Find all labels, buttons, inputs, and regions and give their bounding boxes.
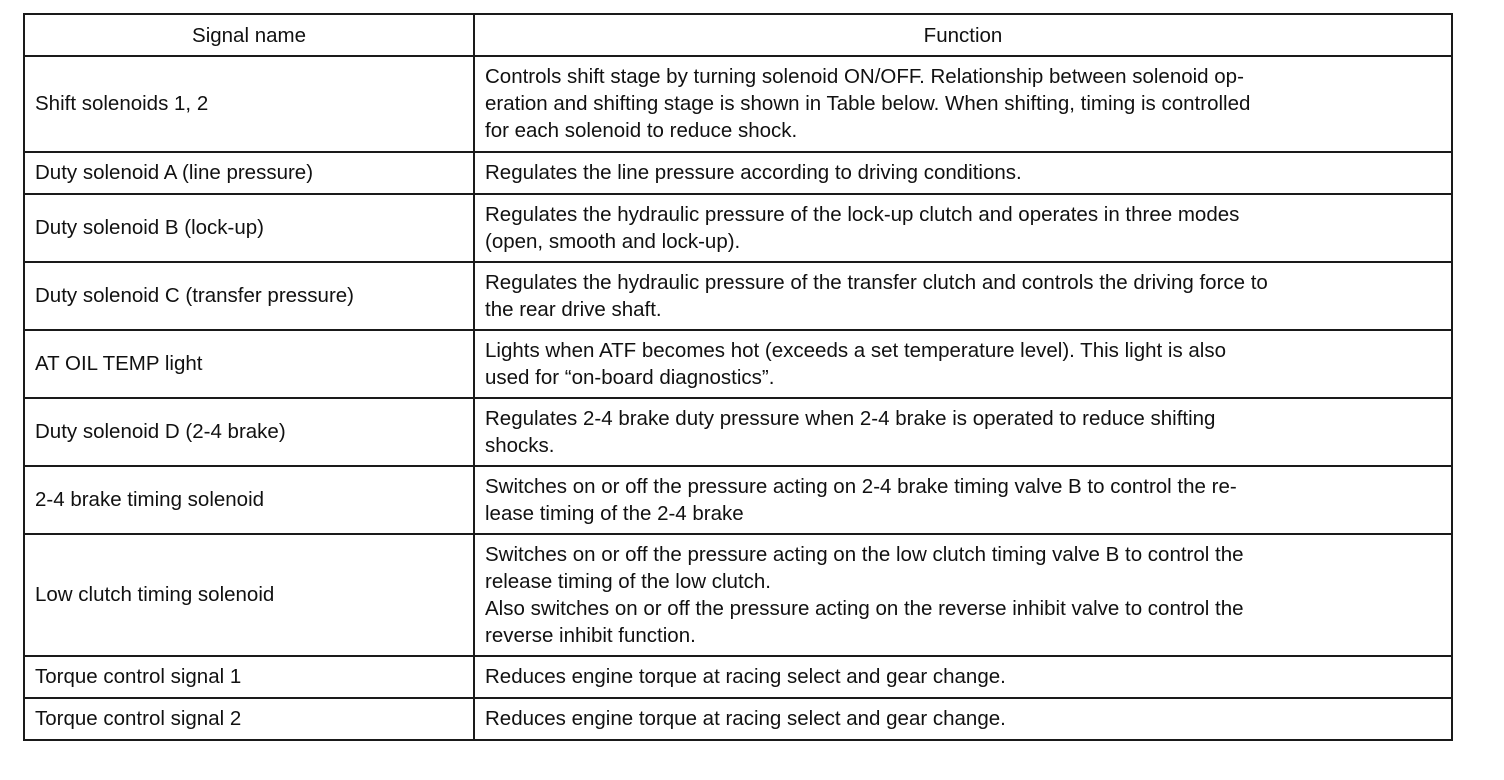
table-row — [24, 698, 1452, 740]
signal-name-cell: Torque control signal 1 — [24, 656, 474, 698]
table-row — [24, 398, 1452, 466]
column-header-signal-name: Signal name — [24, 14, 474, 56]
function-cell — [474, 194, 1452, 262]
signal-name-cell: Duty solenoid B (lock-up) — [24, 194, 474, 262]
table-body — [24, 56, 1452, 740]
function-text-line: Switches on or off the pressure acting on 2-4 brake timing valve B to control the re- — [485, 474, 1237, 498]
function-text-line: Also switches on or off the pressure acting on the reverse inhibit valve to control the — [485, 596, 1244, 620]
function-cell — [474, 56, 1452, 152]
function-text-line: Regulates the line pressure according to driving conditions. — [485, 161, 1022, 184]
function-text-line: Controls shift stage by turning solenoid ON/OFF. Relationship between solenoid op- — [485, 65, 1244, 88]
table-row — [24, 56, 1452, 152]
signal-name-cell: Low clutch timing solenoid — [24, 534, 474, 656]
function-text-line: Lights when ATF becomes hot (exceeds a set temperature level). This light is also — [485, 338, 1227, 362]
function-text-line: (open, smooth and lock-up). — [485, 229, 741, 253]
column-header-function: Function — [474, 14, 1452, 56]
function-text-line: Switches on or off the pressure acting on the low clutch timing valve B to control the — [485, 542, 1244, 566]
table-header — [24, 14, 1452, 56]
signal-name-cell: 2-4 brake timing solenoid — [24, 466, 474, 534]
function-cell — [474, 534, 1452, 656]
function-text-line: the rear drive shaft. — [485, 297, 662, 321]
function-cell — [474, 330, 1452, 398]
function-text-line: used for “on-board diagnostics”. — [485, 365, 775, 389]
signal-function-table-container — [23, 13, 1451, 741]
table-row — [24, 534, 1452, 656]
function-cell — [474, 656, 1452, 698]
function-text-line: release timing of the low clutch. — [485, 569, 771, 593]
signal-name-cell: Duty solenoid C (transfer pressure) — [24, 262, 474, 330]
signal-function-table — [23, 13, 1453, 741]
function-cell — [474, 262, 1452, 330]
function-cell — [474, 152, 1452, 194]
function-text-line: reverse inhibit function. — [485, 623, 696, 647]
signal-name-cell: Shift solenoids 1, 2 — [24, 56, 474, 152]
table-row — [24, 330, 1452, 398]
function-text-line: lease timing of the 2-4 brake — [485, 501, 744, 525]
table-row — [24, 262, 1452, 330]
function-cell — [474, 698, 1452, 740]
function-text-line: for each solenoid to reduce shock. — [485, 119, 798, 142]
signal-name-cell: AT OIL TEMP light — [24, 330, 474, 398]
function-text-line: Regulates the hydraulic pressure of the lock-up clutch and operates in three modes — [485, 202, 1240, 226]
function-text-line: eration and shifting stage is shown in Table below. When shifting, timing is controlled — [485, 92, 1251, 115]
function-cell — [474, 398, 1452, 466]
function-text-line: Regulates 2-4 brake duty pressure when 2-4 brake is operated to reduce shifting — [485, 406, 1216, 430]
function-text-line: shocks. — [485, 433, 555, 457]
table-row — [24, 152, 1452, 194]
table-header-row — [24, 14, 1452, 56]
table-row — [24, 656, 1452, 698]
table-row — [24, 194, 1452, 262]
signal-name-cell: Torque control signal 2 — [24, 698, 474, 740]
table-row — [24, 466, 1452, 534]
function-text-line: Reduces engine torque at racing select and gear change. — [485, 665, 1006, 688]
function-cell — [474, 466, 1452, 534]
signal-name-cell: Duty solenoid D (2-4 brake) — [24, 398, 474, 466]
function-text-line: Reduces engine torque at racing select and gear change. — [485, 707, 1006, 730]
signal-name-cell: Duty solenoid A (line pressure) — [24, 152, 474, 194]
function-text-line: Regulates the hydraulic pressure of the transfer clutch and controls the driving force to — [485, 270, 1268, 294]
